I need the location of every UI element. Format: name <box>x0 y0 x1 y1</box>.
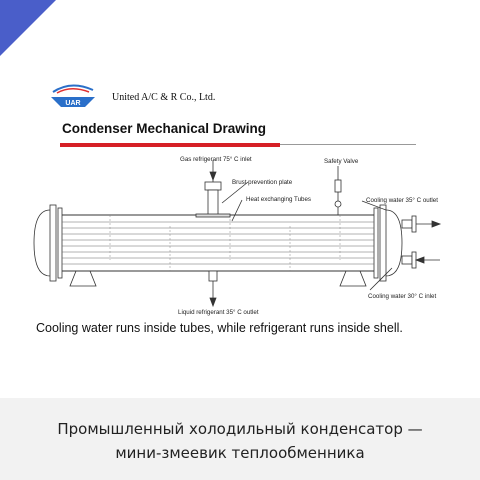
baffles <box>110 215 340 271</box>
water-inlet-nozzle <box>402 256 412 264</box>
burst-plate-label: Brust prevention plate <box>232 179 293 186</box>
company-logo <box>47 80 99 108</box>
footer-panel <box>0 398 480 480</box>
left-flange-inner <box>58 208 62 278</box>
right-flange-inner <box>374 208 378 278</box>
footer-line-2: мини-змеевик теплообменника <box>115 444 365 462</box>
burst-plate <box>196 214 230 217</box>
tube-bundle <box>62 222 374 264</box>
gas-inlet-nozzle <box>208 190 218 215</box>
gas-inlet-label: Gas refrigerant 75° C inlet <box>180 156 252 163</box>
left-flange-outer <box>50 205 56 281</box>
liquid-outlet-nozzle <box>209 271 217 281</box>
right-flange-outer <box>380 205 386 281</box>
logo-text: UAR <box>65 100 81 107</box>
liquid-outlet-label: Liquid refrigerant 35° C outlet <box>178 309 259 316</box>
drawing-title: Condenser Mechanical Drawing <box>62 121 267 136</box>
water-outlet-nozzle <box>402 220 412 228</box>
right-support <box>340 271 366 286</box>
corner-ribbon <box>0 0 56 56</box>
tubes-label: Heat exchanging Tubes <box>246 196 312 203</box>
title-underline <box>60 143 280 147</box>
left-head <box>34 210 50 276</box>
footer-caption <box>0 417 480 465</box>
title-rule <box>280 144 416 145</box>
condenser-drawing <box>0 148 480 320</box>
company-name: United A/C & R Co., Ltd. <box>112 92 216 103</box>
safety-valve-label: Safety Valve <box>324 158 359 165</box>
footer-line-1: Промышленный холодильный конденсатор — <box>57 420 423 438</box>
water-inlet-label: Cooling water 30° C inlet <box>368 293 437 300</box>
diagram-caption: Cooling water runs inside tubes, while refrigerant runs inside shell. <box>36 321 403 335</box>
right-head <box>386 210 402 276</box>
safety-valve-body <box>335 180 341 192</box>
gas-inlet-flange <box>205 182 221 190</box>
left-support <box>70 271 96 286</box>
water-outlet-label: Cooling water 35° C outlet <box>366 197 438 204</box>
